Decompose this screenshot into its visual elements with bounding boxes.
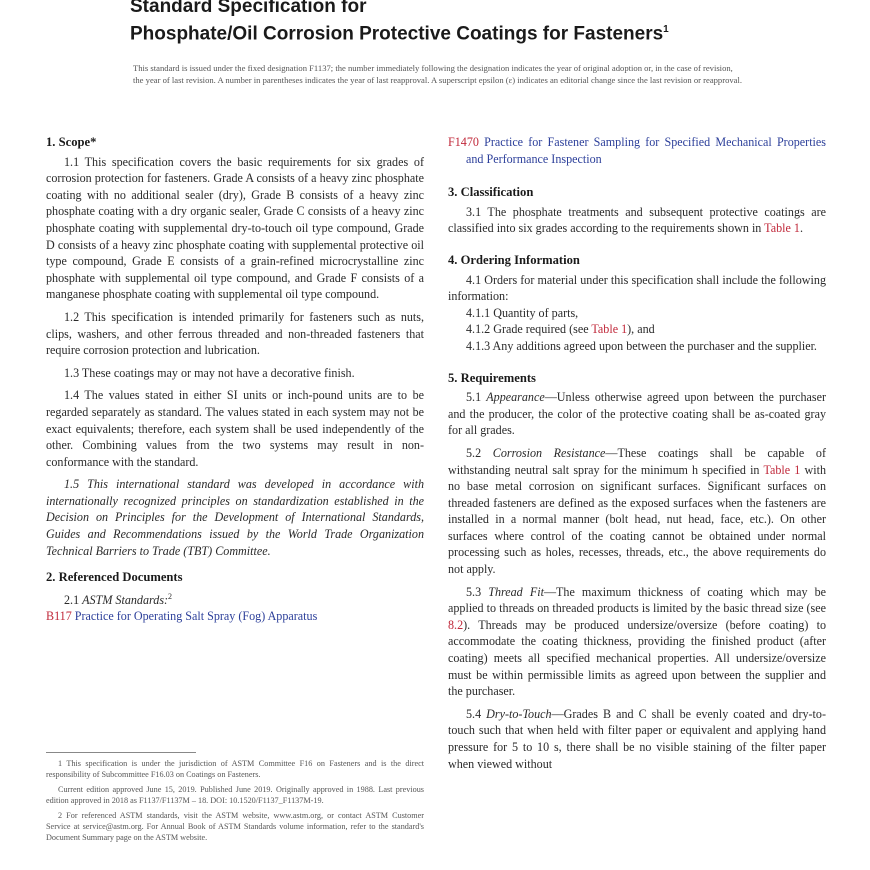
document-title: [130, 18, 770, 46]
title-footnote-mark: 1: [663, 24, 669, 35]
paragraph-5-4: [448, 706, 826, 772]
paragraph-5-2: [448, 445, 826, 578]
paragraph-2-1-number: 2.1: [64, 592, 80, 607]
reference-b117-title[interactable]: Practice for Operating Salt Spray (Fog) Apparatus: [74, 609, 318, 624]
footnote-2-mark: 2: [168, 591, 173, 601]
paragraph-5-4-number: 5.4: [466, 706, 482, 721]
title-block: [130, 0, 770, 46]
reference-b117[interactable]: [46, 608, 424, 625]
section-heading-scope: 1. Scope*: [46, 135, 97, 149]
paragraph-4-1-2: [448, 321, 826, 338]
footnote-divider: [46, 752, 196, 753]
paragraph-5-1-label: Appearance: [486, 390, 545, 405]
document-title-text: Phosphate/Oil Corrosion Protective Coatings for Fasteners: [130, 23, 664, 45]
paragraph-5-3: [448, 584, 826, 700]
right-column: [448, 134, 826, 778]
paragraph-5-1: [448, 389, 826, 439]
paragraph-4-1-3: 4.1.3 Any additions agreed upon between the purchaser and the supplier.: [466, 338, 817, 353]
paragraph-1-2: 1.2 This specification is intended primarily for fasteners such as nuts, clips, washers, and other ferrous threaded and non-threaded fasteners that require corrosion protection and lubrication.: [46, 309, 424, 358]
section-heading-classification: 3. Classification: [448, 185, 534, 200]
paragraph-5-3-number: 5.3: [466, 584, 482, 599]
footnote-1: 1 This specification is under the jurisdiction of ASTM Committee F16 on Fasteners and is the direct responsibility of Subcommittee F16.03 on Coatings on Fasteners.: [46, 759, 424, 779]
paragraph-5-2-text-2: with no base metal corrosion on significant surfaces. Significant surfaces on threaded fasteners are defined as the exposed surfaces when the fasteners are installed in a normal manner (bolt head, nut head, face, etc.). On other surfaces where control of the coating cannot be obtained under normal processing such as holes, recesses, threads, etc., the above requirements do not apply.: [448, 462, 826, 577]
paragraph-3-1-text: 3.1 The phosphate treatments and subsequent protective coatings are classified into six grades according to the requirements shown in: [448, 204, 826, 236]
paragraph-3-1: [448, 204, 826, 237]
table-1-link[interactable]: Table 1: [591, 322, 628, 337]
paragraph-5-4-text: —Grades B and C shall be evenly coated and dry-to-touch such that when held with filter paper or equivalent and applying hand pressure for 5 to 10 s, there shall be no visible staining of the filter paper when viewed without: [448, 706, 826, 771]
paragraph-5-3-text-2: ). Threads may be produced undersize/oversize (before coating) to accommodate the coating thickness, providing the finished product (after coating) meets all specified mechanical properties. All undersize/oversize must be within permissible limits as agreed upon between the supplier and the purchaser.: [448, 617, 826, 699]
reference-f1470-title[interactable]: Practice for Fastener Sampling for Specified Mechanical Properties and Performance Inspection: [466, 135, 826, 166]
astm-standards-label: ASTM Standards:: [82, 592, 169, 607]
paragraph-5-3-label: Thread Fit: [488, 584, 544, 599]
footnote-1-edition: Current edition approved June 15, 2019. Published June 2019. Originally approved in 1988. Last previous edition approved in 2018 as F1137/F1137M – 18. DOI: 10.1520/F1137_F1137M-19.: [46, 785, 424, 805]
paragraph-1-3: 1.3 These coatings may or may not have a decorative finish.: [64, 365, 355, 380]
paragraph-4-1-2-text: 4.1.2 Grade required (see: [466, 322, 589, 337]
section-heading-requirements: 5. Requirements: [448, 370, 536, 385]
footnotes: [46, 758, 424, 847]
paragraph-5-1-text: —Unless otherwise agreed upon between the purchaser and the producer, the color of the protective coating shall be as-coated gray for all grades.: [448, 390, 827, 438]
section-8-2-link[interactable]: 8.2: [448, 617, 464, 632]
paragraph-5-3-text: —The maximum thickness of coating which may be applied to threads on threaded products is limited by the basic thread size (see: [448, 584, 827, 616]
paragraph-5-2-label: Corrosion Resistance: [492, 445, 606, 460]
left-column: [46, 134, 424, 625]
paragraph-5-4-label: Dry-to-Touch: [486, 706, 552, 721]
paragraph-2-1: [46, 589, 424, 609]
paragraph-1-4: 1.4 The values stated in either SI units or inch-pound units are to be regarded separately as standard. The values stated in each system may not be exact equivalents; therefore, each system shall be used independently of the other. Combining values from the two systems may result in non-conformance with the standard.: [46, 388, 424, 469]
paragraph-5-2-number: 5.2: [466, 445, 482, 460]
table-1-link[interactable]: Table 1: [764, 221, 800, 236]
reference-b117-code[interactable]: B117: [46, 609, 72, 624]
paragraph-4-1-2-end: ), and: [627, 322, 655, 337]
paragraph-3-1-end: .: [799, 221, 803, 236]
paragraph-1-5: [46, 476, 424, 559]
reference-f1470[interactable]: [448, 134, 826, 167]
section-heading-ordering-information: 4. Ordering Information: [448, 252, 580, 267]
footnote-2: 2 For referenced ASTM standards, visit the ASTM website, www.astm.org, or contact ASTM Customer Service at service@astm.org. For Annual Book of ASTM Standards volume information, refer to the standard's Document Summary page on the ASTM website.: [46, 811, 424, 842]
paragraph-1-5-text: 1.5 This international standard was developed in accordance with internationally recognized principles on standardization established in the Decision on Principles for the Development of International Standards, Guides and Recommendations issued by the World Trade Organization Technical Barriers to Trade (TBT) Committee.: [46, 477, 424, 558]
table-1-link[interactable]: Table 1: [763, 462, 801, 477]
paragraph-5-1-number: 5.1: [466, 390, 482, 405]
paragraph-4-1-1: 4.1.1 Quantity of parts,: [466, 305, 579, 320]
standard-designation-note: This standard is issued under the fixed designation F1137; the number immediately following the designation indicates the year of original adoption or, in the case of revision, the year of last revision. A number in parentheses indicates the year of last reapproval. A superscript epsilon (ε) indicates an editorial change since the last revision or reapproval.: [133, 63, 743, 85]
section-heading-referenced-documents: 2. Referenced Documents: [46, 570, 183, 585]
paragraph-1-1: 1.1 This specification covers the basic requirements for six grades of corrosion protection for fasteners. Grade A consists of a heavy zinc phosphate coating with no additional sealer (dry), Grade B consists of a heavy zinc phosphate coating with a dry organic sealer, Grade C consists of a heavy zinc phosphate coating with supplemental dry-to-touch oil type compound, Grade D consists of a heavy zinc phosphate coating with supplemental protective oil type compound, Grade E consists of a grain-refined microcrystalline zinc phosphate with supplemental oil type compound, and Grade F consists of a manganese phosphate coating with supplemental oil type compound.: [46, 154, 424, 302]
reference-f1470-code[interactable]: F1470: [448, 135, 479, 149]
paragraph-4-1: 4.1 Orders for material under this specification shall include the following information:: [448, 272, 826, 304]
paragraph-5-2-text: —These coatings shall be capable of withstanding neutral salt spray for the minimum h specified in: [448, 445, 826, 477]
title-line-1: Standard Specification for: [130, 0, 367, 17]
